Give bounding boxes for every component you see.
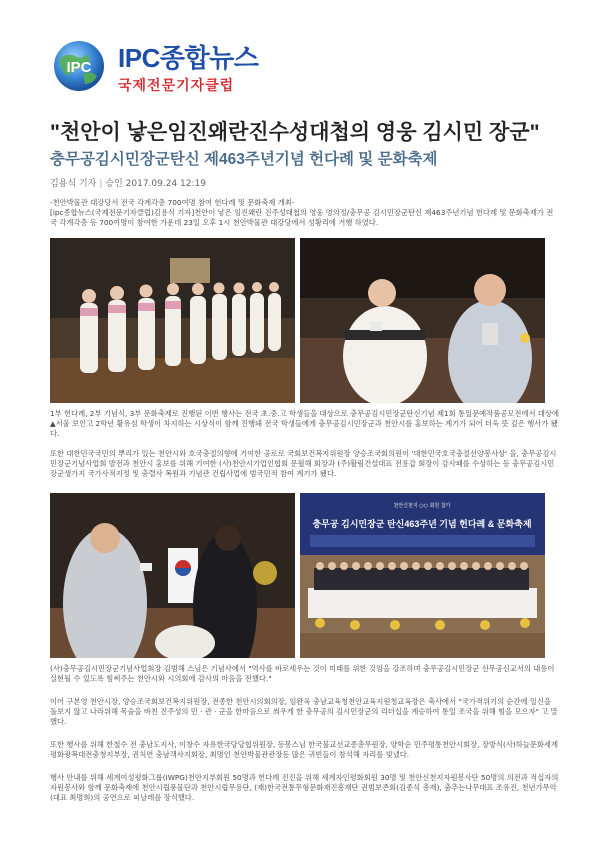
byline xyxy=(50,176,206,189)
article-paragraph: [ipc종합뉴스(국제전문기자클럽)김용식 기자]천안이 낳은 임진왜란 진주성대첩의 영웅 영의정/충무공 김시민장군탄신 제463주년기념 헌다례 및 문화축제가 전국 각계각층 등 700여명이 참여한 가운데 23일 오후 1시 천안박물관 대강당에서 성황리에 거행 하였다. xyxy=(50,208,554,228)
photo-group-banner[interactable] xyxy=(300,493,545,658)
byline-separator: | xyxy=(99,179,103,189)
photo-tea-offering[interactable] xyxy=(300,238,545,403)
intro-line: -천안박물관 대강당서 전국 각계각층 700여명 참여 헌다례 및 문화축제 개최- xyxy=(50,198,295,207)
article-title: "천안이 낳은임진왜란진수성대첩의 영웅 김시민 장군" xyxy=(50,121,540,144)
brand-name[interactable]: IPC종합뉴스 xyxy=(118,43,259,73)
brand-tagline: 국제전문기자클럽 xyxy=(118,77,235,93)
article-paragraph: 이어 구본영 천안시장, 양승조국회보건복지위원장, 전종한 천안시의회의장, 임완욱 충남교육청천안교육지원청교육장은 축사에서 "국가적위기의 순간에 일신을 돌보지 않고 나라위해 목숨을 바친 진주성의 민 · 관 · 군을 한마음으로 씌우게 한 충무공의 김시민장군의 리더십을 계승하여 통일 조국을 위해 힘을 모으자" 고 말했다. xyxy=(50,697,558,727)
banner-main-text: 충무공 김시민장군 탄신463주년 기념 헌다례 & 문화축제 xyxy=(312,519,532,529)
author-name[interactable]: 김용식 기자 xyxy=(50,179,97,189)
photo-monk-speech[interactable] xyxy=(50,493,295,658)
article-paragraph: 또한 행사를 위해 한철수 전 충남도지사, 이창수 자유한국당당협위원장, 동봉스님 한국불교선교종총무원장, 양학순 민주평통천안시회장, 장방식(사)하늘문화세계평화광복대전충청지부장, 권처연 충남객사지회장, 최명인 천안박물관관장등 많은 귀빈들이 참석해 자리를 빛냈다. xyxy=(50,740,559,760)
article-paragraph: (사)충무공김시민장군기념사업회장 김범해 스님은 기념사에서 "역사를 바로세우는 것이 미래를 위한 것임을 강조하며 충무공김시민장군 선무공신교서의 내용이 실현될 수 있도록 힘써주는 천안시와 시의회에 감사의 마음을 전했다." xyxy=(50,664,555,684)
article-paragraph: 1부 헌다례, 2부 기념식, 3부 문화축제로 진행된 이번 행사는 전국 초.중.고 학생들을 대상으로 충무공김시민장군탄신기념 제1회 통일문예작품공모전에서 대상에 ▲서울 보인고 2학년 황유섬 학생이 차지하는 시상식이 함께 진행돼 전국 학생들에게 충무공김시민장군과 천안시를 홍보하는 계기가 되어 더욱 뜻 깊은 행사가 됐다. xyxy=(50,409,560,439)
publish-date: 승인 2017.09.24 12:19 xyxy=(105,179,206,189)
logo-text: IPC xyxy=(66,59,92,76)
banner-top-text: 천안신천지 ○○ 회원 참가 xyxy=(393,503,451,509)
article-subtitle: 충무공김시민장군탄신 제463주년기념 헌다례 및 문화축제 xyxy=(50,151,438,168)
article-paragraph: 행사 안내를 위해 세계여성평화그룹(IWPG)천안지부회원 50명과 헌다례 진진을 위해 세계자인평화회원 30명 및 천안신천지자원봉사단 50명의 의전과 적십자의 자원봉사와 함께 문화축제에 천안시립풍물단과 천안시립무용단, (재)한국전통무형문화재진흥재단 권범보존회(김종석 총재), 춤추는나무대표 조유진, 천년가무악(대표 최명희)의 공연으로 피날레를 장식했다. xyxy=(50,773,559,803)
article-paragraph: 또한 대한민국국민의 뿌리가 있는 천안시와 호국충절의향에 기여한 공로로 국회보건복지위원장 양승조국회의원이 '대한민국호국충절선양봉사상' 을, 충무공김시민장군기념사업회 발전과 천안시 홍보를 위해 기여한 (사)천안시기업인협회 문월해 회장과 (주)활림건설대표 전용갑 회장이 감사패를 수상하는 등 충무공김시민장군생가지 국가사적지정 및 충렬사 복원과 기념관 건립사업에 범국민적 참여 계기가 됐다. xyxy=(50,449,557,479)
ipc-globe-logo xyxy=(53,40,105,92)
photo-tea-ceremony-stage[interactable] xyxy=(50,238,295,403)
